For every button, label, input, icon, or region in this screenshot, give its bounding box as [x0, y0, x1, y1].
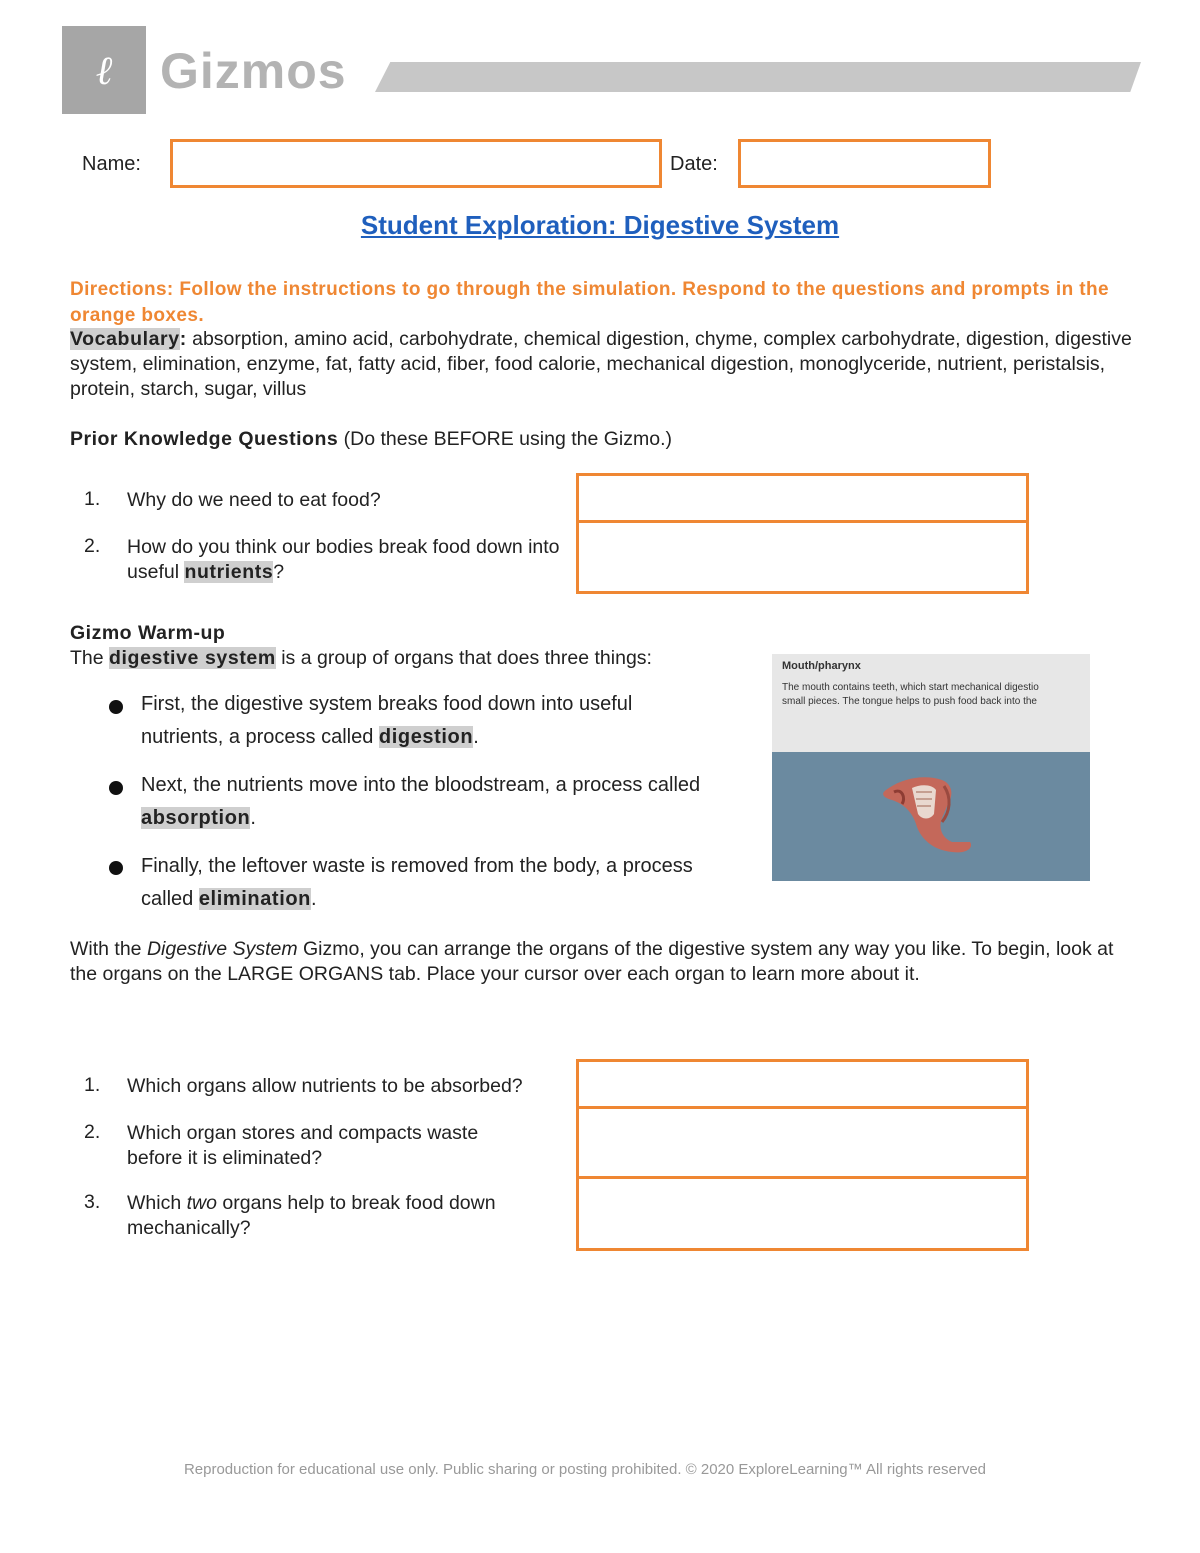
answer-box-warmup-q1[interactable] [576, 1059, 1029, 1109]
vocabulary-label: Vocabulary [70, 328, 180, 350]
warmup-q2-text: Which organ stores and compacts waste before it is eliminated? [127, 1122, 479, 1169]
date-label: Date: [670, 153, 718, 175]
bullet-icon [109, 781, 123, 795]
date-field[interactable] [738, 139, 991, 188]
warmup-q3-text: Which two organs help to break food down mechanically? [127, 1192, 496, 1239]
screenshot-text-line: The mouth contains teeth, which start mechanical digestio [782, 682, 1039, 693]
footer-copyright: Reproduction for educational use only. Public sharing or posting prohibited. © 2020 ExploreLearning™ All rights reserved [183, 1461, 987, 1478]
vocabulary-paragraph: Vocabulary: absorption, amino acid, carbohydrate, chemical digestion, chyme, complex carbohydrate, digestion, digestive system, elimination, enzyme, fat, fatty acid, fiber, food calorie, mechanical digestion, monoglyceride, nutrient, peristalsis, protein, starch, sugar, villus [70, 328, 1132, 400]
screenshot-heading: Mouth/pharynx [782, 660, 861, 672]
term-digestive-system: digestive system [109, 647, 276, 669]
warmup-intro: The digestive system is a group of organs that does three things: [70, 647, 652, 669]
answer-box-prior-q2[interactable] [576, 520, 1029, 594]
bullet-icon [109, 861, 123, 875]
answer-box-warmup-q3[interactable] [576, 1176, 1029, 1251]
vocabulary-terms: absorption, amino acid, carbohydrate, chemical digestion, chyme, complex carbohydrate, digestion, digestive system, elimination, enzyme, fat, fatty acid, fiber, food calorie, mechanical digestion, monoglyceride, nutrient, peristalsis, protein, starch, sugar, villus [70, 328, 1132, 400]
answer-box-warmup-q2[interactable] [576, 1106, 1029, 1179]
warmup-bullet-3: Finally, the leftover waste is removed from the body, a process called elimination. [141, 855, 693, 910]
name-label: Name: [82, 153, 141, 175]
warmup-q1-text: Which organs allow nutrients to be absorbed? [127, 1075, 523, 1097]
prior-q2-text: How do you think our bodies break food down into useful nutrients? [127, 536, 560, 583]
brand-name: Gizmos [160, 43, 347, 99]
warmup-bullet-1: First, the digestive system breaks food down into useful nutrients, a process called digestion. [141, 693, 633, 748]
header-bar [375, 62, 1141, 92]
prior-knowledge-heading: Prior Knowledge Questions (Do these BEFORE using the Gizmo.) [70, 428, 672, 450]
term-elimination: elimination [198, 888, 311, 910]
gizmo-instructions-paragraph: With the Digestive System Gizmo, you can arrange the organs of the digestive system any way you like. To begin, look at the organs on the LARGE ORGANS tab. Place your cursor over each organ to learn more about it. [70, 938, 1114, 985]
warmup-heading: Gizmo Warm-up [70, 622, 226, 644]
warmup-bullet-2: Next, the nutrients move into the bloodstream, a process called absorption. [141, 774, 701, 829]
screenshot-text-line: small pieces. The tongue helps to push food back into the [782, 696, 1037, 707]
page-title: Student Exploration: Digestive System [360, 210, 840, 240]
prior-q1-text: Why do we need to eat food? [127, 489, 381, 511]
logo-glyph: ℓ [95, 47, 113, 94]
prior-q1-number: 1. [84, 488, 101, 510]
explorelearning-logo [62, 26, 146, 114]
warmup-q1-number: 1. [84, 1074, 101, 1096]
term-digestion: digestion [378, 726, 474, 748]
prior-q2-number: 2. [84, 535, 101, 557]
answer-box-prior-q1[interactable] [576, 473, 1029, 523]
warmup-q3-number: 3. [84, 1191, 101, 1213]
term-nutrients: nutrients [184, 561, 274, 583]
name-field[interactable] [170, 139, 662, 188]
directions-text: Directions: Follow the instructions to go through the simulation. Respond to the questions and prompts in the orange boxes. [70, 279, 1109, 326]
gizmo-screenshot-image [772, 650, 1090, 881]
screenshot-info-panel [772, 650, 1090, 752]
mouth-organ-icon [872, 768, 982, 858]
term-absorption: absorption [141, 807, 251, 829]
warmup-q2-number: 2. [84, 1121, 101, 1143]
bullet-icon [109, 700, 123, 714]
